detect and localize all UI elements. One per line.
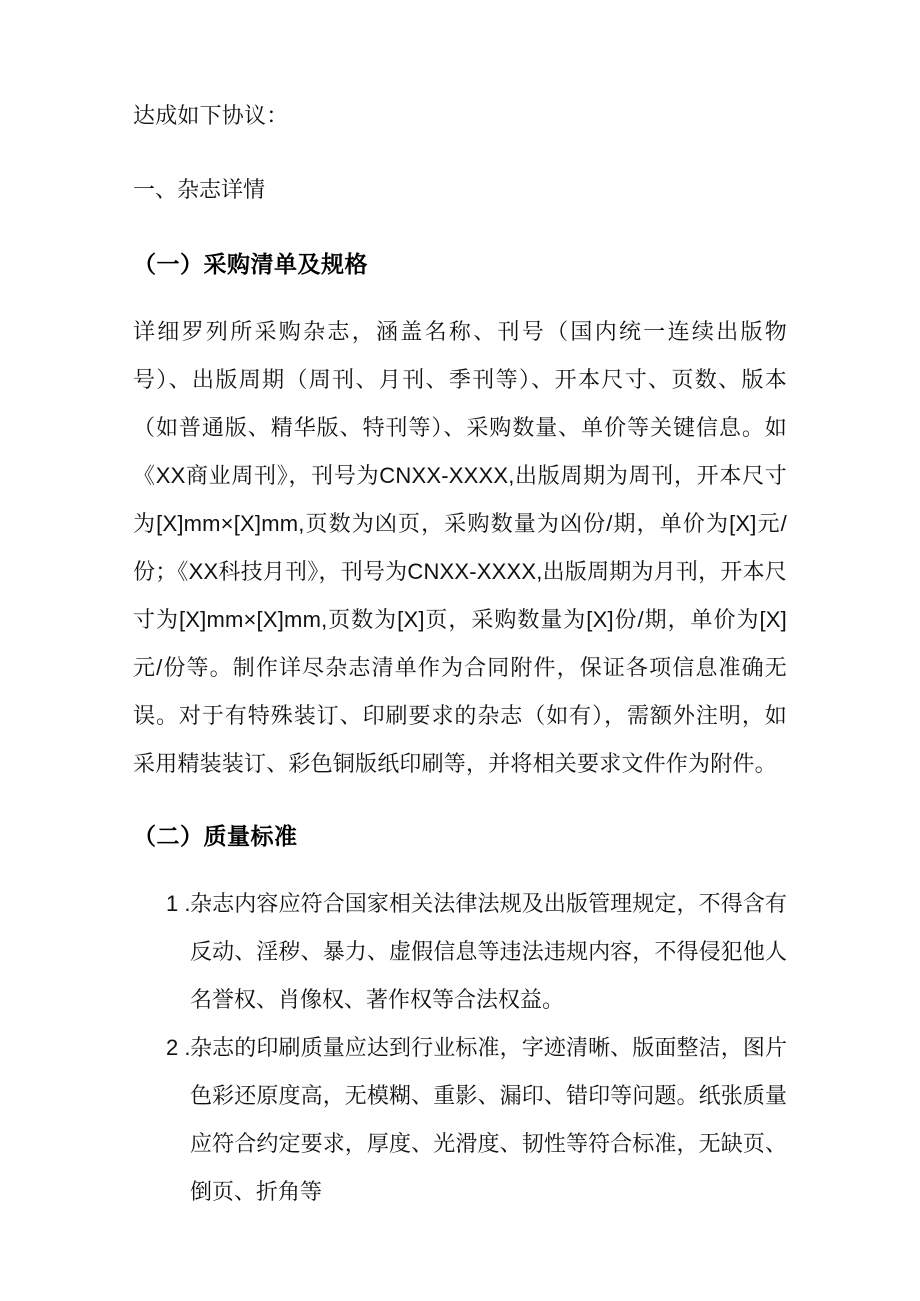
subsection-heading-quality-standard: （二）质量标准 — [133, 823, 298, 849]
list-item-marker: 2 . — [166, 1035, 191, 1060]
list-item-marker: 1 . — [166, 891, 191, 916]
purchase-list-paragraph: 详细罗列所采购杂志，涵盖名称、刊号（国内统一连续出版物号）、出版周期（周刊、月刊、季刊等）、开本尺寸、页数、版本（如普通版、精华版、特刊等）、采购数量、单价等关键信息。如《XX商业周刊》，刊号为CNXX-XXXX,出版周期为周刊，开本尺寸为[X]mm×[X]mm,页数为凶页，采购数量为凶份/期，单价为[X]元/份；《XX科技月刊》，刊号为CNXX-XXXX,出版周期为月刊，开本尺寸为[X]mm×[X]mm,页数为[X]页，采购数量为[X]份/期，单价为[X]元/份等。制作详尽杂志清单作为合同附件，保证各项信息准确无误。对于有特殊装订、印刷要求的杂志（如有），需额外注明，如采用精装装订、彩色铜版纸印刷等，并将相关要求文件作为附件。 — [133, 319, 787, 776]
quality-standard-list — [133, 880, 787, 1216]
list-item — [133, 880, 787, 1024]
list-item-text: 杂志的印刷质量应达到行业标准，字迹清晰、版面整洁，图片色彩还原度高，无模糊、重影、漏印、错印等问题。纸张质量应符合约定要求，厚度、光滑度、韧性等符合标准，无缺页、倒页、折角等 — [190, 1035, 787, 1204]
list-item — [133, 1024, 787, 1216]
lead-paragraph: 达成如下协议： — [133, 103, 289, 128]
subsection-heading-purchase-list: （一）采购清单及规格 — [133, 251, 368, 277]
document-body — [133, 0, 787, 1216]
list-item-text: 杂志内容应符合国家相关法律法规及出版管理规定，不得含有反动、淫秽、暴力、虚假信息等违法违规内容，不得侵犯他人名誉权、肖像权、著作权等合法权益。 — [190, 891, 787, 1012]
section-heading-magazine-details: 一、杂志详情 — [133, 177, 266, 202]
